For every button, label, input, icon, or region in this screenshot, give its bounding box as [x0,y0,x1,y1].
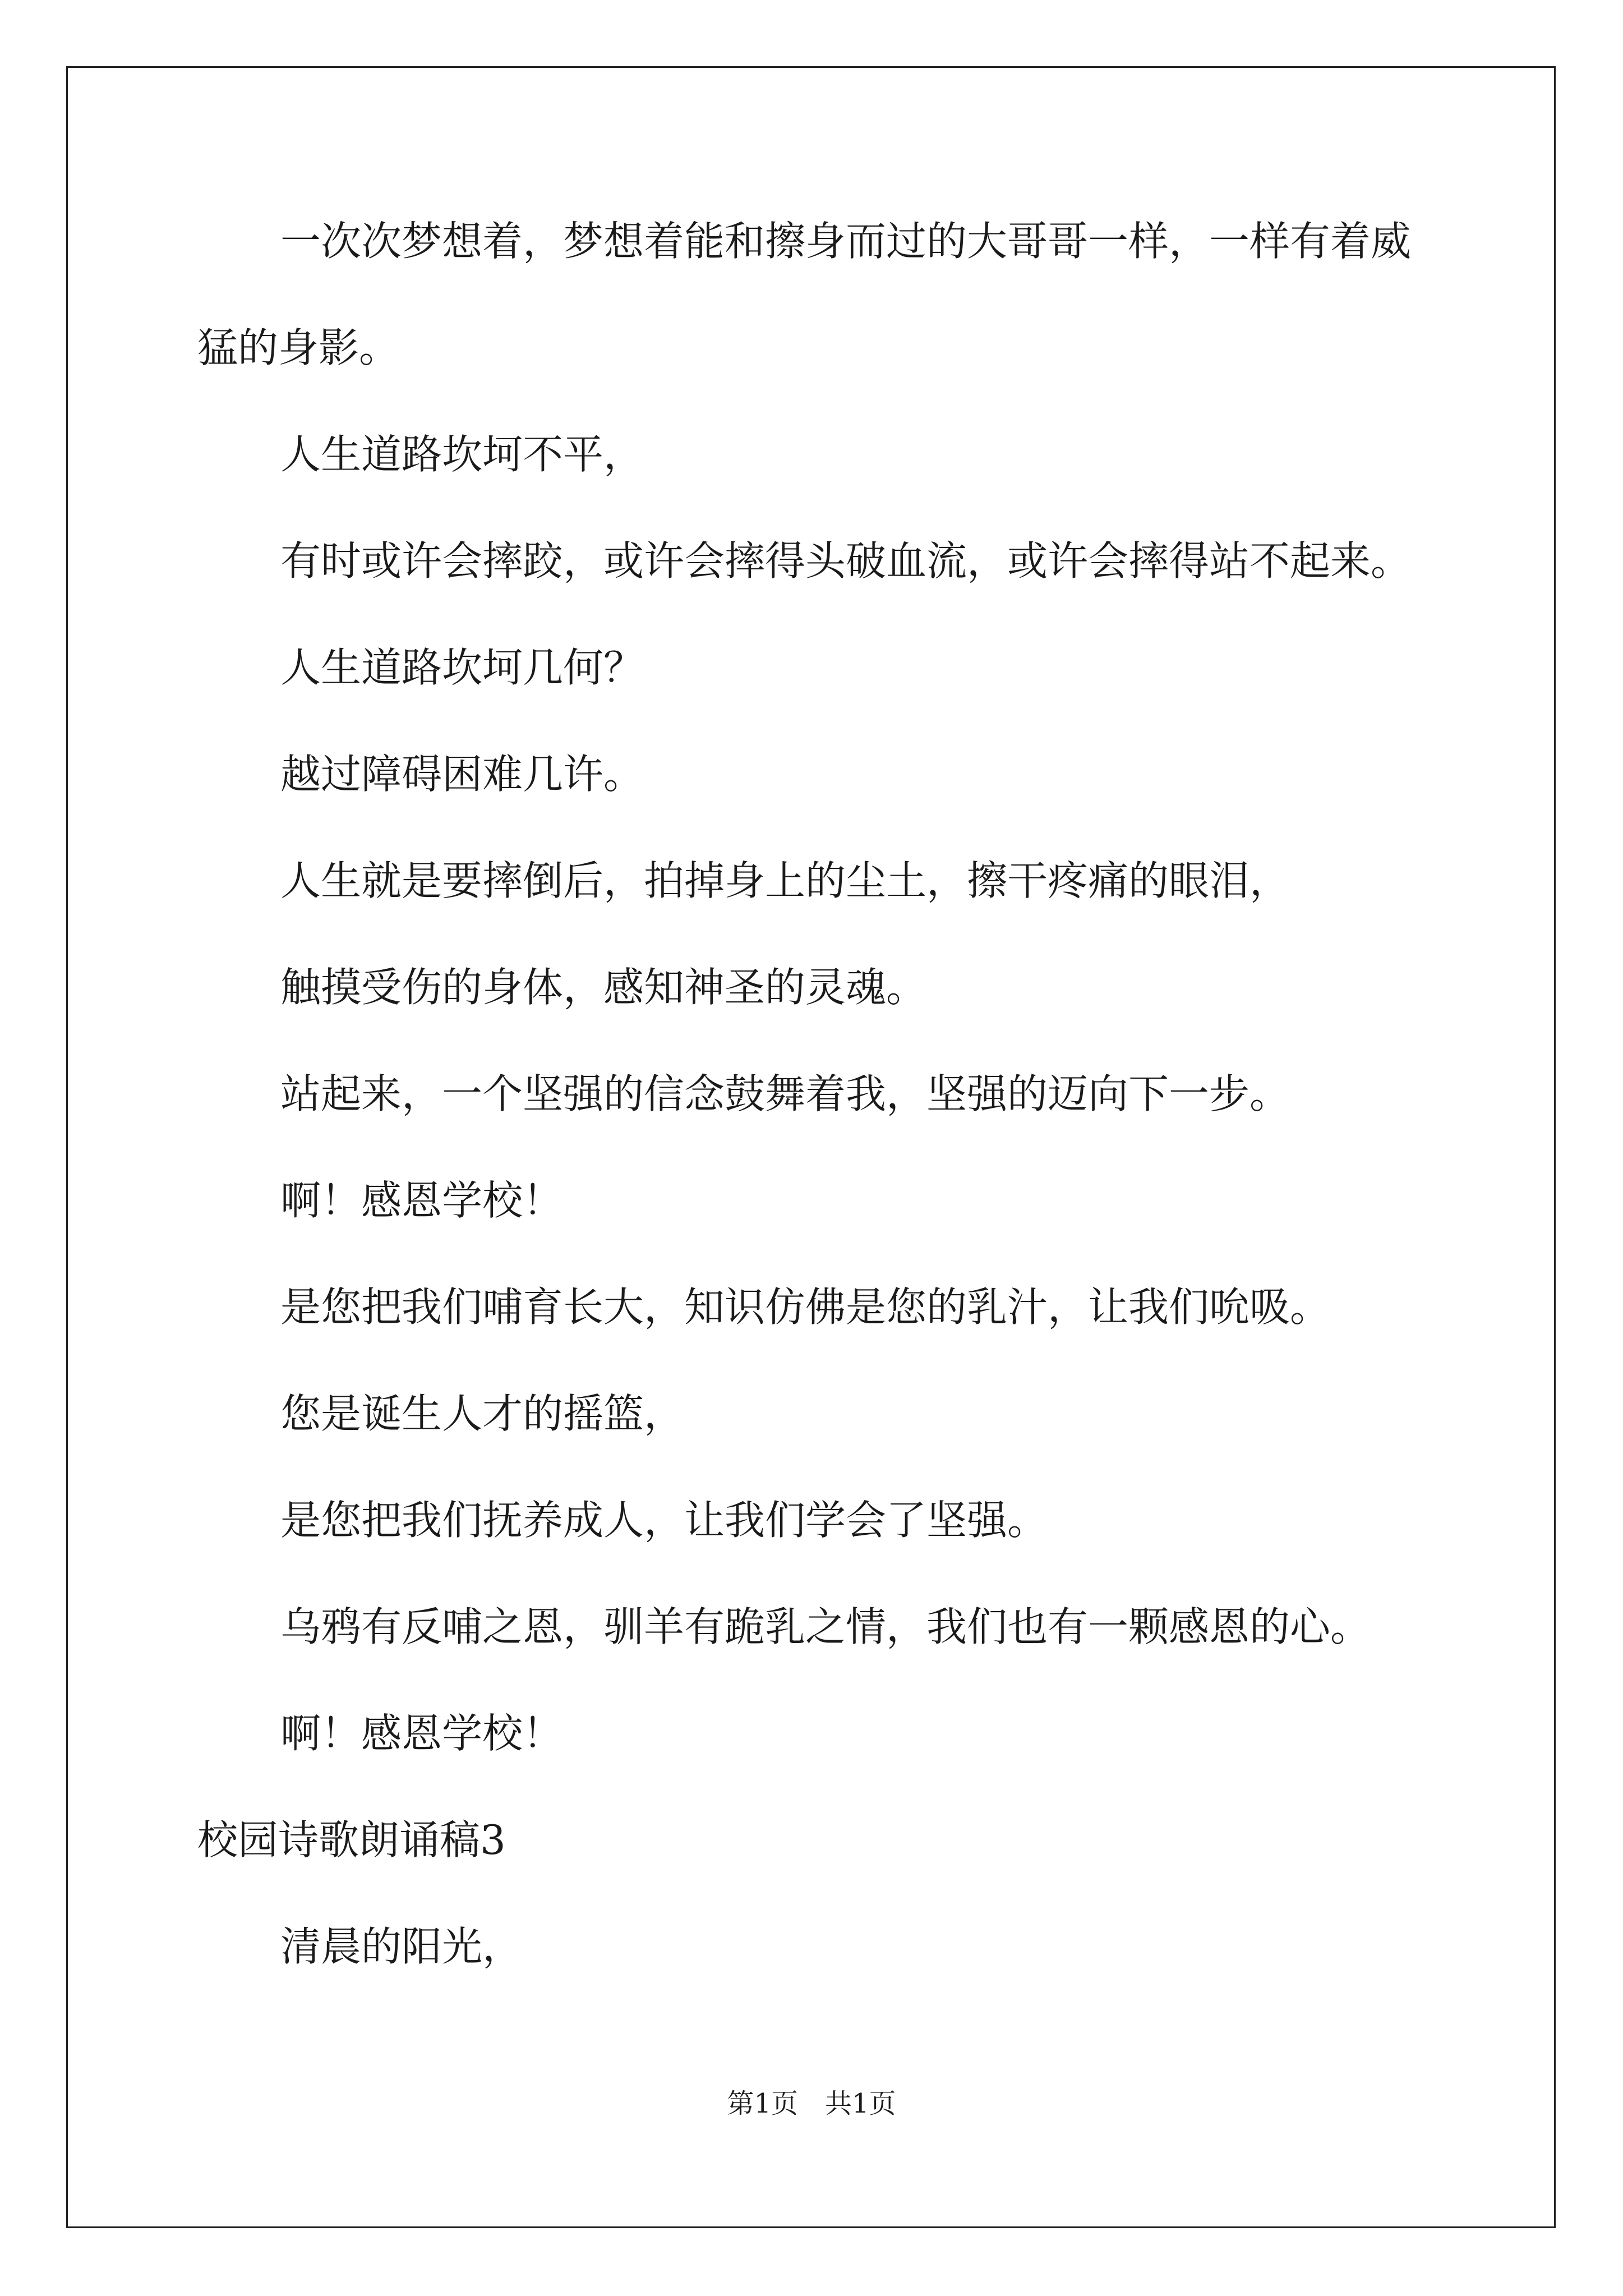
paragraph-line: 站起来，一个坚强的信念鼓舞着我，坚强的迈向下一步。 [280,1070,1290,1117]
paragraph-line: 乌鸦有反哺之恩，驯羊有跪乳之情，我们也有一颗感恩的心。 [280,1603,1371,1650]
paragraph-line: 人生道路坎坷几何？ [280,644,644,691]
page-border [66,66,1556,2228]
paragraph-line: 啊！感恩学校！ [280,1710,564,1757]
paragraph-line: 触摸受伤的身体，感知神圣的灵魂。 [280,964,927,1011]
paragraph-line: 清晨的阳光， [280,1923,523,1970]
page-footer: 第1页 共1页 [727,2088,896,2119]
paragraph-line: 人生道路坎坷不平， [280,431,644,478]
paragraph-line: 人生就是要摔倒后，拍掉身上的尘土，擦干疼痛的眼泪， [280,857,1290,904]
paragraph-line: 有时或许会摔跤，或许会摔得头破血流，或许会摔得站不起来。 [280,537,1412,585]
paragraph-line: 是您把我们哺育长大，知识仿佛是您的乳汁，让我们吮吸。 [280,1283,1331,1331]
paragraph-line: 一次次梦想着，梦想着能和擦身而过的大哥哥一样，一样有着威 [280,218,1412,265]
paragraph-line: 越过障碍困难几许。 [280,751,644,798]
paragraph-line: 啊！感恩学校！ [280,1177,564,1224]
section-heading: 校园诗歌朗诵稿3 [197,1816,506,1864]
paragraph-line: 是您把我们抚养成人，让我们学会了坚强。 [280,1497,1048,1544]
paragraph-line: 猛的身影。 [197,324,400,371]
paragraph-line: 您是诞生人才的摇篮， [280,1390,685,1437]
